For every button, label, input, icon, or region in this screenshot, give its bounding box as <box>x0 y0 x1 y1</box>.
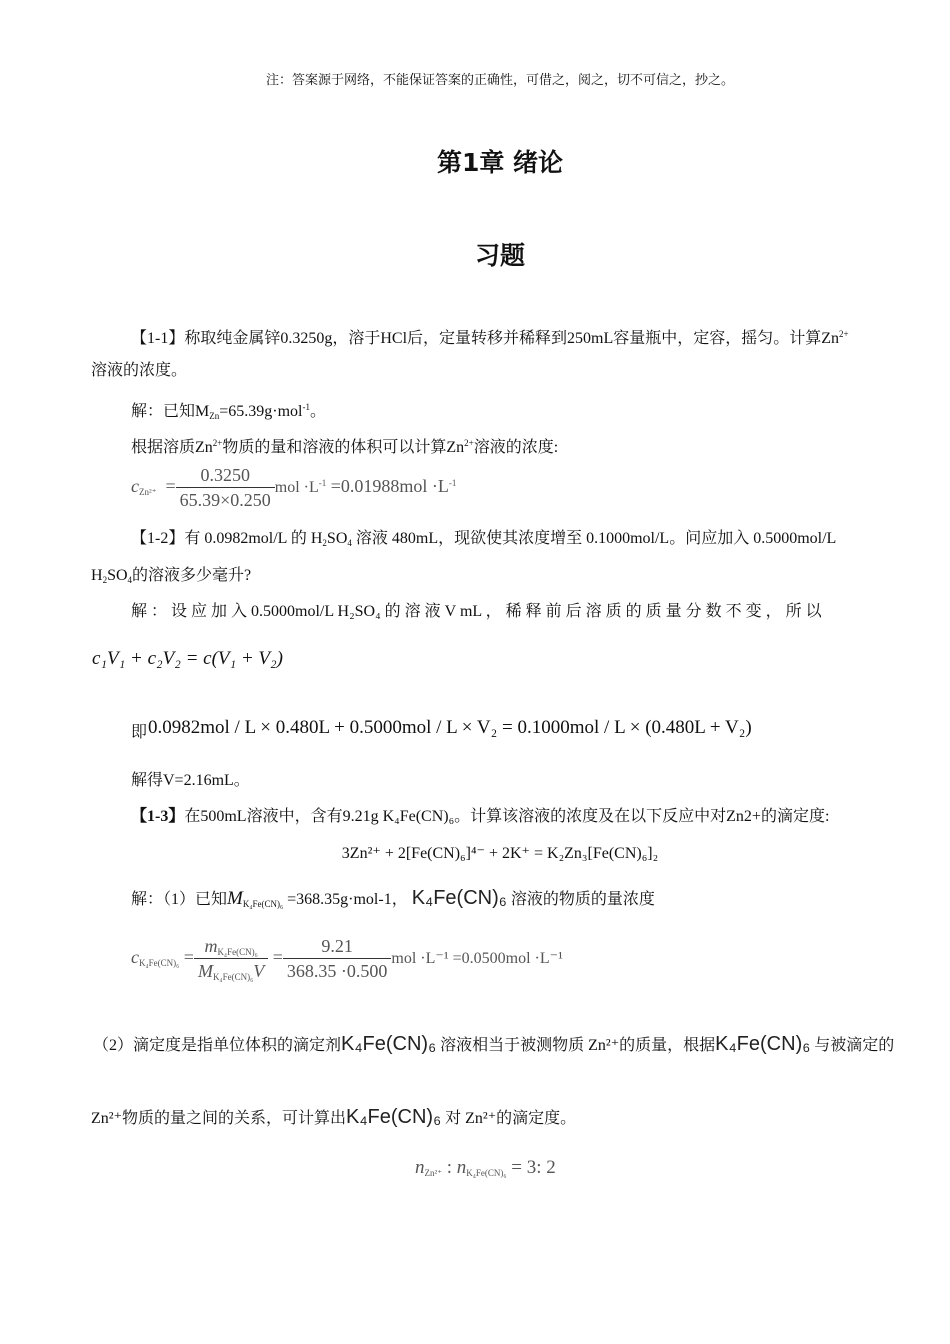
reaction-equation: 3Zn²⁺ + 2[Fe(CN)₆]⁴⁻ + 2K⁺ = K₂Zn₃[Fe(CN)₆]₂ <box>341 845 659 862</box>
equation-substituted: 0.0982mol / L × 0.480L + 0.5000mol / L × V₂ = 0.1000mol / L × (0.480L + V₂) <box>148 717 752 738</box>
formula-1-3: $c_{K_4Fe(CN)_6}$ = $\frac{m_{K_4Fe(CN)_6}}{M_{K_4Fe(CN)_6}V}$ = $\frac{9.21}{368.35 \cdot 0.500}$ mol ·L⁻¹ =0.0500mol ·L⁻¹ <box>131 936 563 982</box>
solution-1-3-part1: 解：（1）已知$M_{K_4Fe(CN)_6} =368.35g\cdot mol-1$， K₄Fe(CN)₆ 溶液的物质的量浓度 <box>131 887 655 909</box>
section-title: 习题 <box>474 241 525 270</box>
solution-1-2-text: 解 ： 设 应 加 入 0.5000mol/L H₂SO₄ 的 溶 液 V mL ， 稀 释 前 后 溶 质 的 质 量 分 数 不 变 ， 所 以 <box>131 603 822 620</box>
mole-ratio: $n_{Zn^{2+}}$ : $n_{K_4Fe(CN)_6} = 3$: 2 <box>415 1157 556 1178</box>
equation-dilution: c₁V₁ + c₂V₂ = c(V₁ + V₂) <box>92 648 283 669</box>
ji-label: 即 <box>131 724 148 741</box>
solution-1-1-text: 根据溶质$Zn^{2+}$物质的量和溶液的体积可以计算$Zn^{2+}$溶液的浓度: <box>131 438 559 456</box>
formula-1-1: $c_{Zn^{2+}}$ = $\frac{0.3250}{65.39\times 0.250}$ mol $\cdot L^{-1} =0.01988mol \cdot L^{-1}$ <box>131 465 457 510</box>
question-1-2-cont: $H_2SO_4$的溶液多少毫升? <box>91 567 252 585</box>
disclaimer-note: 注：答案源于网络，不能保证答案的正确性，可借之，阅之，切不可信之，抄之。 <box>265 72 734 87</box>
question-1-1-cont: 溶液的浓度。 <box>91 362 188 379</box>
solution-1-3-part2-cont: Zn²⁺物质的量之间的关系，可计算出K₄Fe(CN)₆ 对 Zn²⁺的滴定度。 <box>91 1106 577 1128</box>
solution-1-3-part2: （2）滴定度是指单位体积的滴定剂K₄Fe(CN)₆ 溶液相当于被测物质 Zn²⁺的质量，根据K₄Fe(CN)₆ 与被滴定的 <box>93 1033 895 1055</box>
solution-1-1-given: 解：已知$M_{Zn}=65.39g\cdot mol^{-1}$。 <box>131 402 326 421</box>
question-tag: 【1-1】 <box>131 330 185 347</box>
question-1-3: 【1-3】在500mL溶液中，含有9.21g K₄Fe(CN)₆。计算该溶液的浓度及在以下反应中对Zn2+的滴定度: <box>131 808 830 825</box>
question-1-1: 【1-1】称取纯金属锌0.3250g，溶于HCl后，定量转移并稀释到250mL容量瓶中，定容，摇匀。计算$Zn^{2+}$ <box>131 329 849 347</box>
chapter-title: 第1章 绪论 <box>436 148 564 177</box>
question-1-2: 【1-2】有 0.0982mol/L 的 $H_2SO_4$ 溶液 480mL，现欲使其浓度增至 0.1000mol/L。问应加入 0.5000mol/L <box>131 530 837 548</box>
solution-1-2-result: 解得V=2.16mL。 <box>131 772 250 789</box>
